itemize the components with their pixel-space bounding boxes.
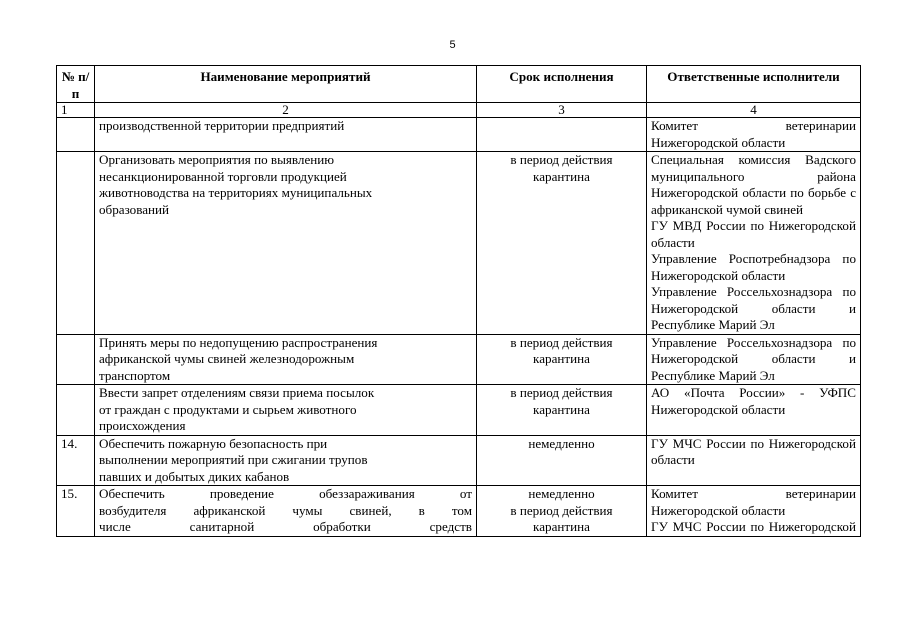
deadline-line: карантина	[533, 401, 590, 417]
row-number: 14.	[57, 435, 95, 486]
executor-line: Нижегородской области	[651, 502, 786, 518]
activity-line: производственной территории предприятий	[99, 118, 345, 133]
activity-line: Обеспечить проведение обеззараживания от	[99, 486, 472, 501]
deadline-line: немедленно	[528, 435, 595, 451]
row-number	[57, 385, 95, 436]
executor-line: ГУ МВД России по Нижегородской	[651, 218, 856, 233]
header-number: № п/п	[57, 66, 95, 103]
header-deadline: Срок исполнения	[477, 66, 647, 103]
deadline-line: в период действия	[510, 334, 613, 350]
executor-line: Нижегородской области	[651, 134, 786, 150]
executor-line: Управление Россельхознадзора по	[651, 284, 856, 299]
activity-line: выполнении мероприятий при сжигании трупов	[99, 452, 368, 467]
executor-line: африканской чумой свиней	[651, 201, 804, 217]
executor-line: Специальная комиссия Вадского	[651, 152, 856, 167]
executors-cell	[647, 334, 861, 385]
executor-line: Комитет ветеринарии	[651, 118, 856, 133]
activity-cell	[95, 334, 477, 385]
activity-line: числе санитарной обработки средств	[99, 519, 472, 534]
executor-line: Нижегородской области по борьбе с	[651, 185, 856, 200]
executor-line: муниципального района	[651, 168, 856, 184]
activity-line: Ввести запрет отделениям связи приема посылок	[99, 385, 375, 400]
activity-line: Обеспечить пожарную безопасность при	[99, 435, 328, 451]
executors-cell	[647, 385, 861, 436]
column-numbers-row	[57, 103, 861, 118]
executor-line: Республике Марий Эл	[651, 317, 775, 332]
row-number	[57, 152, 95, 335]
executor-line: Нижегородской области	[651, 401, 786, 417]
table-row	[57, 435, 861, 486]
activity-cell	[95, 435, 477, 486]
activity-cell	[95, 385, 477, 436]
executors-cell	[647, 486, 861, 537]
column-number: 1	[57, 103, 95, 118]
executor-line: Комитет ветеринарии	[651, 486, 856, 501]
table-header-row	[57, 66, 861, 103]
activity-line: несанкционированной торговли продукцией	[99, 168, 347, 184]
table-row	[57, 385, 861, 436]
deadline-line: в период действия	[510, 152, 613, 167]
page-number: 5	[449, 39, 456, 51]
executor-line: Республике Марий Эл	[651, 367, 775, 383]
executors-cell	[647, 435, 861, 486]
row-number	[57, 118, 95, 152]
executor-line: области	[651, 234, 695, 250]
column-number: 2	[95, 103, 477, 118]
table-body	[57, 118, 861, 537]
activity-line: транспортом	[99, 367, 171, 383]
table-row	[57, 152, 861, 335]
activity-cell	[95, 118, 477, 152]
activity-line: образований	[99, 201, 170, 217]
executor-line: АО «Почта России» - УФПС	[651, 385, 856, 400]
header-activity: Наименование мероприятий	[95, 66, 477, 103]
activity-line: африканской чумы свиней железнодорожным	[99, 351, 355, 366]
executor-line: ГУ МЧС России по Нижегородской	[651, 435, 856, 451]
table-row	[57, 118, 861, 152]
column-number: 4	[647, 103, 861, 118]
deadline-line: карантина	[533, 351, 590, 366]
activities-table	[56, 65, 861, 537]
executors-cell	[647, 152, 861, 335]
column-number: 3	[477, 103, 647, 118]
executor-line: Нижегородской области	[651, 267, 786, 283]
activity-line: животноводства на территориях муниципальных	[99, 185, 373, 200]
activity-line: павших и добытых диких кабанов	[99, 468, 290, 484]
activity-cell	[95, 486, 477, 537]
executor-line: Нижегородской области и	[651, 300, 856, 316]
activity-line: возбудителя африканской чумы свиней, в том	[99, 502, 472, 518]
deadline-line: карантина	[533, 519, 590, 534]
deadline-cell	[477, 118, 647, 152]
deadline-line: в период действия	[510, 385, 613, 400]
deadline-cell	[477, 486, 647, 537]
deadline-line: карантина	[533, 168, 590, 184]
deadline-cell	[477, 385, 647, 436]
row-number: 15.	[57, 486, 95, 537]
executors-cell	[647, 118, 861, 152]
activity-line: от граждан с продуктами и сырьем животного	[99, 401, 357, 417]
deadline-line: немедленно	[528, 486, 595, 501]
row-number	[57, 334, 95, 385]
activity-line: Организовать мероприятия по выявлению	[99, 152, 335, 167]
executor-line: ГУ МЧС России по Нижегородской	[651, 519, 856, 534]
executor-line: Управление Россельхознадзора по	[651, 334, 856, 350]
executor-line: Управление Роспотребнадзора по	[651, 251, 856, 266]
table-row	[57, 486, 861, 537]
activity-line: Принять меры по недопущению распространения	[99, 334, 378, 350]
deadline-cell	[477, 152, 647, 335]
executor-line: Нижегородской области и	[651, 351, 856, 366]
table-row	[57, 334, 861, 385]
deadline-line: в период действия	[510, 502, 613, 518]
activity-line: происхождения	[99, 418, 186, 433]
header-executors: Ответственные исполнители	[647, 66, 861, 103]
activity-cell	[95, 152, 477, 335]
deadline-cell	[477, 435, 647, 486]
deadline-cell	[477, 334, 647, 385]
executor-line: области	[651, 452, 695, 467]
